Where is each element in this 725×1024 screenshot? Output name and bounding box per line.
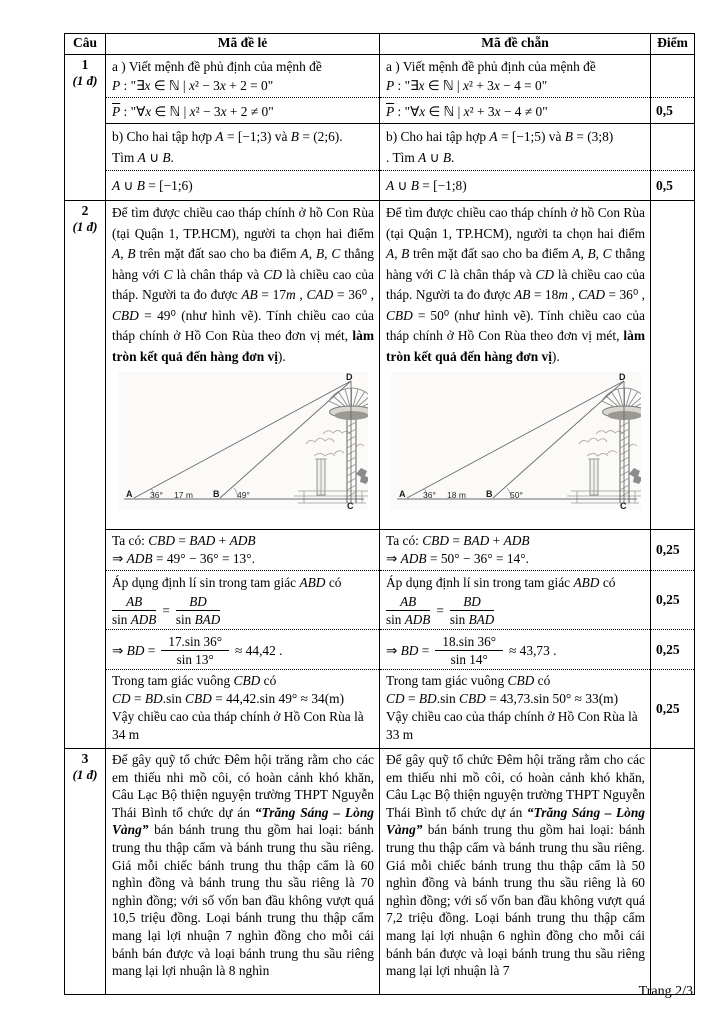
fraction: BD sin BAD — [449, 594, 495, 627]
q2cd-even-conclusion: Vậy chiều cao của tháp chính ở Hồ Con Rùa là 33 m — [386, 709, 638, 742]
q2sine-odd-cell — [106, 571, 380, 630]
fig-odd-label-A: A — [126, 489, 133, 499]
q3-score-cell — [651, 749, 695, 995]
q1b-even-line1: b) Cho hai tập hợp A = [−1;5) và B = (3;8) — [386, 129, 614, 144]
q3-row-problem — [65, 749, 695, 995]
q1-number-cell — [65, 55, 106, 201]
q2angle-even-cell — [380, 530, 651, 571]
fraction: AB sin ADB — [386, 594, 431, 627]
fraction: BD sin BAD — [175, 594, 221, 627]
bd-result: ≈ 43,73 . — [508, 642, 557, 658]
fig-even-distance: 18 m — [446, 490, 466, 500]
q1union-score-cell: 0,5 — [651, 171, 695, 201]
q2bd-score-cell: 0,25 — [651, 630, 695, 670]
grading-table — [64, 33, 695, 995]
q1union-even-result: A ∪ B = [−1;8) — [386, 178, 467, 193]
q1neg-score-cell: 0,5 — [651, 98, 695, 124]
fig-odd-distance: 17 m — [174, 490, 193, 500]
fig-even-angle-B: 50° — [509, 490, 523, 500]
tower-survey-diagram-odd — [118, 372, 368, 510]
q1neg-odd-formula: $\overline{P}$ : "∀x ∈ ℕ | x² − 3x + 2 ≠ 0" — [112, 104, 274, 119]
q1-number: 1 — [81, 57, 89, 72]
fig-even-label-D: D — [618, 372, 625, 382]
q2bd-even-cell — [380, 630, 651, 670]
fig-odd-angle-A: 36° — [150, 490, 163, 500]
q2bd-odd-cell — [106, 630, 380, 670]
q1b-even-cell — [380, 124, 651, 171]
q2bd-even-equation — [386, 634, 645, 667]
q2problem-odd-text: Để tìm được chiều cao tháp chính ở hồ Con Rùa (tại Quận 1, TP.HCM), người ta chọn hai điểm A, B trên mặt đất sao cho ba điểm A, B, C thẳng hàng với C là chân tháp và CD là chiều cao của tháp. Người ta đo được AB = 17m , CAD = 36⁰ , CBD = 49⁰ (như hình vẽ). Tính chiều cao của tháp chính ở Hồ Con Rùa theo đơn vị mét, làm tròn kết quả đến hàng đơn vị). — [112, 205, 375, 364]
q2problem-even-text: Để tìm được chiều cao tháp chính ở hồ Con Rùa (tại Quận 1, TP.HCM), người ta chọn hai điểm A, B trên mặt đất sao cho ba điểm A, B, C thẳng hàng với C là chân tháp và CD là chiều cao của tháp. Người ta đo được AB = 18m , CAD = 36⁰ , CBD = 50⁰ (như hình vẽ). Tính chiều cao của tháp chính ở Hồ Con Rùa theo đơn vị mét, làm tròn kết quả đến hàng đơn vị). — [386, 205, 646, 364]
q1b-odd-line2: Tìm A ∪ B. — [112, 150, 174, 165]
fig-even-label-C: C — [619, 501, 626, 510]
q2angle-score-cell: 0,25 — [651, 530, 695, 571]
q1a-odd-cell — [106, 55, 380, 98]
q2cd-score-cell: 0,25 — [651, 670, 695, 749]
q2cd-odd-cell — [106, 670, 380, 749]
q1b-even-line2: . Tìm A ∪ B. — [386, 150, 455, 165]
table-header-row — [65, 34, 695, 55]
q2cd-even-line1: Trong tam giác vuông CBD có — [386, 673, 551, 688]
q1b-odd-cell — [106, 124, 380, 171]
equals-sign: = — [436, 602, 444, 618]
q1-row-negation — [65, 98, 695, 124]
q1-row-a — [65, 55, 695, 98]
fig-even-angle-A: 36° — [422, 490, 436, 500]
fraction: $\frac{18.\sin 36^\circ}{\sin 14^\circ}$ — [435, 634, 503, 667]
q3problem-odd-cell — [106, 749, 380, 995]
q2cd-odd-line1: Trong tam giác vuông CBD có — [112, 673, 277, 688]
header-score-col: Điểm — [651, 34, 695, 55]
q1b-odd-line1: b) Cho hai tập hợp A = [−1;3) và B = (2;6). — [112, 129, 343, 144]
q2sine-even-cell — [380, 571, 651, 630]
q3-number-cell — [65, 749, 106, 995]
q1a-score-cell — [651, 55, 695, 98]
q1b-score-cell — [651, 124, 695, 171]
q1-row-union — [65, 171, 695, 201]
q2-figure-even-wrap — [386, 372, 645, 510]
q2angle-even-line2: ⇒ ADB = 50° − 36° = 14°. — [386, 551, 529, 566]
q2-row-angle-calc — [65, 530, 695, 571]
fig-odd-label-B: B — [213, 489, 220, 499]
equals-sign: = — [162, 602, 170, 618]
q2cd-even-line2: CD = BD.sin CBD = 43,73.sin 50° ≈ 33(m) — [386, 691, 619, 706]
q2sine-even-equation — [386, 594, 645, 627]
q3-points: (1 đ) — [72, 767, 98, 782]
q1neg-even-formula: $\overline{P}$ : "∀x ∈ ℕ | x² + 3x − 4 ≠ 0" — [386, 104, 548, 119]
q2problem-odd-cell — [106, 201, 380, 530]
q2-number-cell — [65, 201, 106, 749]
tower-survey-diagram-even — [391, 372, 641, 510]
q1union-even-cell — [380, 171, 651, 201]
header-even-code-col: Mã đề chẵn — [380, 34, 651, 55]
q2-row-sine-rule — [65, 571, 695, 630]
fig-odd-label-D: D — [346, 372, 353, 382]
bd-prefix: ⇒ BD = — [112, 642, 156, 658]
q2bd-odd-equation — [112, 634, 374, 667]
q2sine-odd-equation — [112, 594, 374, 627]
q2angle-odd-line1: Ta có: CBD = BAD + ADB — [112, 533, 256, 548]
q2angle-even-line1: Ta có: CBD = BAD + ADB — [386, 533, 530, 548]
q2sine-odd-intro: Áp dụng định lí sin trong tam giác ABD có — [112, 575, 342, 590]
q2problem-even-cell — [380, 201, 651, 530]
q2cd-odd-conclusion: Vậy chiều cao của tháp chính ở Hồ Con Rùa là 34 m — [112, 709, 364, 742]
q2angle-odd-cell — [106, 530, 380, 571]
fig-even-label-B: B — [485, 489, 492, 499]
q2sine-even-intro: Áp dụng định lí sin trong tam giác ABD có — [386, 575, 616, 590]
q1a-even-intro: a ) Viết mệnh đề phủ định của mệnh đề — [386, 59, 596, 74]
header-odd-code-col: Mã đề lẻ — [106, 34, 380, 55]
q1neg-odd-cell — [106, 98, 380, 124]
fig-even-label-A: A — [398, 489, 405, 499]
fig-odd-angle-B: 49° — [237, 490, 250, 500]
fig-odd-label-C: C — [347, 501, 354, 510]
bd-prefix: ⇒ BD = — [386, 642, 430, 658]
q2cd-even-cell — [380, 670, 651, 749]
fraction: AB sin ADB — [112, 594, 157, 627]
q1a-odd-intro: a ) Viết mệnh đề phủ định của mệnh đề — [112, 59, 322, 74]
q2-figure-odd-wrap — [112, 372, 374, 510]
bd-result: ≈ 44,42 . — [234, 642, 283, 658]
fraction: $\frac{17.\sin 36^\circ}{\sin 13^\circ}$ — [161, 634, 229, 667]
q2-row-bd-calc — [65, 630, 695, 670]
q2-number: 2 — [81, 203, 89, 218]
q3problem-even-cell — [380, 749, 651, 995]
q1union-odd-result: A ∪ B = [−1;6) — [112, 178, 193, 193]
q3problem-odd-text: Để gây quỹ tổ chức Đêm hội trăng rằm cho các em thiếu nhi mồ côi, có hoàn cảnh khó khăn, Câu Lạc Bộ thiện nguyện trường THPT Nguyễn Thái Bình tổ chức dự án “Trăng Sáng – Lòng Vàng” bán bánh trung thu gồm hai loại: bánh trung thu thập cẩm và bánh trung thu sầu riêng. Giá mỗi chiếc bánh trung thu thập cẩm là 60 nghìn đồng và bánh trung thu sầu riêng là 70 nghìn đồng; với số vốn ban đầu không vượt quá 10,5 triệu đồng. Loại bánh trung thu thập cẩm mang lại lợi nhuận 7 nghìn đồng cho mỗi cái bánh bán được và loại bánh trung thu sầu riêng mang lại lợi nhuận là 8 nghìn — [112, 752, 374, 979]
q2sine-score-cell: 0,25 — [651, 571, 695, 630]
q2-points: (1 đ) — [72, 219, 98, 234]
q1a-even-cell — [380, 55, 651, 98]
q3-number: 3 — [81, 751, 89, 766]
q3problem-even-text: Để gây quỹ tổ chức Đêm hội trăng rằm cho các em thiếu nhi mồ côi, có hoàn cảnh khó khăn, Câu Lạc Bộ thiện nguyện trường THPT Nguyễn Thái Bình tổ chức dự án “Trăng Sáng – Lòng Vàng” bán bánh trung thu gồm hai loại: bánh trung thu thập cẩm và bánh trung thu sầu riêng. Giá mỗi chiếc bánh trung thu thập cẩm là 50 nghìn đồng và bánh trung thu sầu riêng là 60 nghìn đồng; với số vốn ban đầu không vượt quá 7,2 triệu đồng. Loại bánh trung thu thập cẩm mang lại lợi nhuận 6 nghìn đồng cho mỗi cái bánh bán được và loại bánh trung thu sầu riêng mang lại lợi nhuận là 7 — [386, 752, 645, 979]
q2angle-odd-line2: ⇒ ADB = 49° − 36° = 13°. — [112, 551, 255, 566]
q2-row-problem — [65, 201, 695, 530]
header-question-col: Câu — [65, 34, 106, 55]
q2-row-cd-conclusion — [65, 670, 695, 749]
q1neg-even-cell — [380, 98, 651, 124]
q2problem-score-cell — [651, 201, 695, 530]
q1a-even-formula: P : "∃x ∈ ℕ | x² + 3x − 4 = 0" — [386, 78, 548, 93]
q1union-odd-cell — [106, 171, 380, 201]
q1-row-b — [65, 124, 695, 171]
q2cd-odd-line2: CD = BD.sin CBD = 44,42.sin 49° ≈ 34(m) — [112, 691, 345, 706]
q1a-odd-formula: P : "∃x ∈ ℕ | x² − 3x + 2 = 0" — [112, 78, 274, 93]
page-number: Trang 2/3 — [638, 984, 693, 999]
q1-points: (1 đ) — [72, 73, 98, 88]
